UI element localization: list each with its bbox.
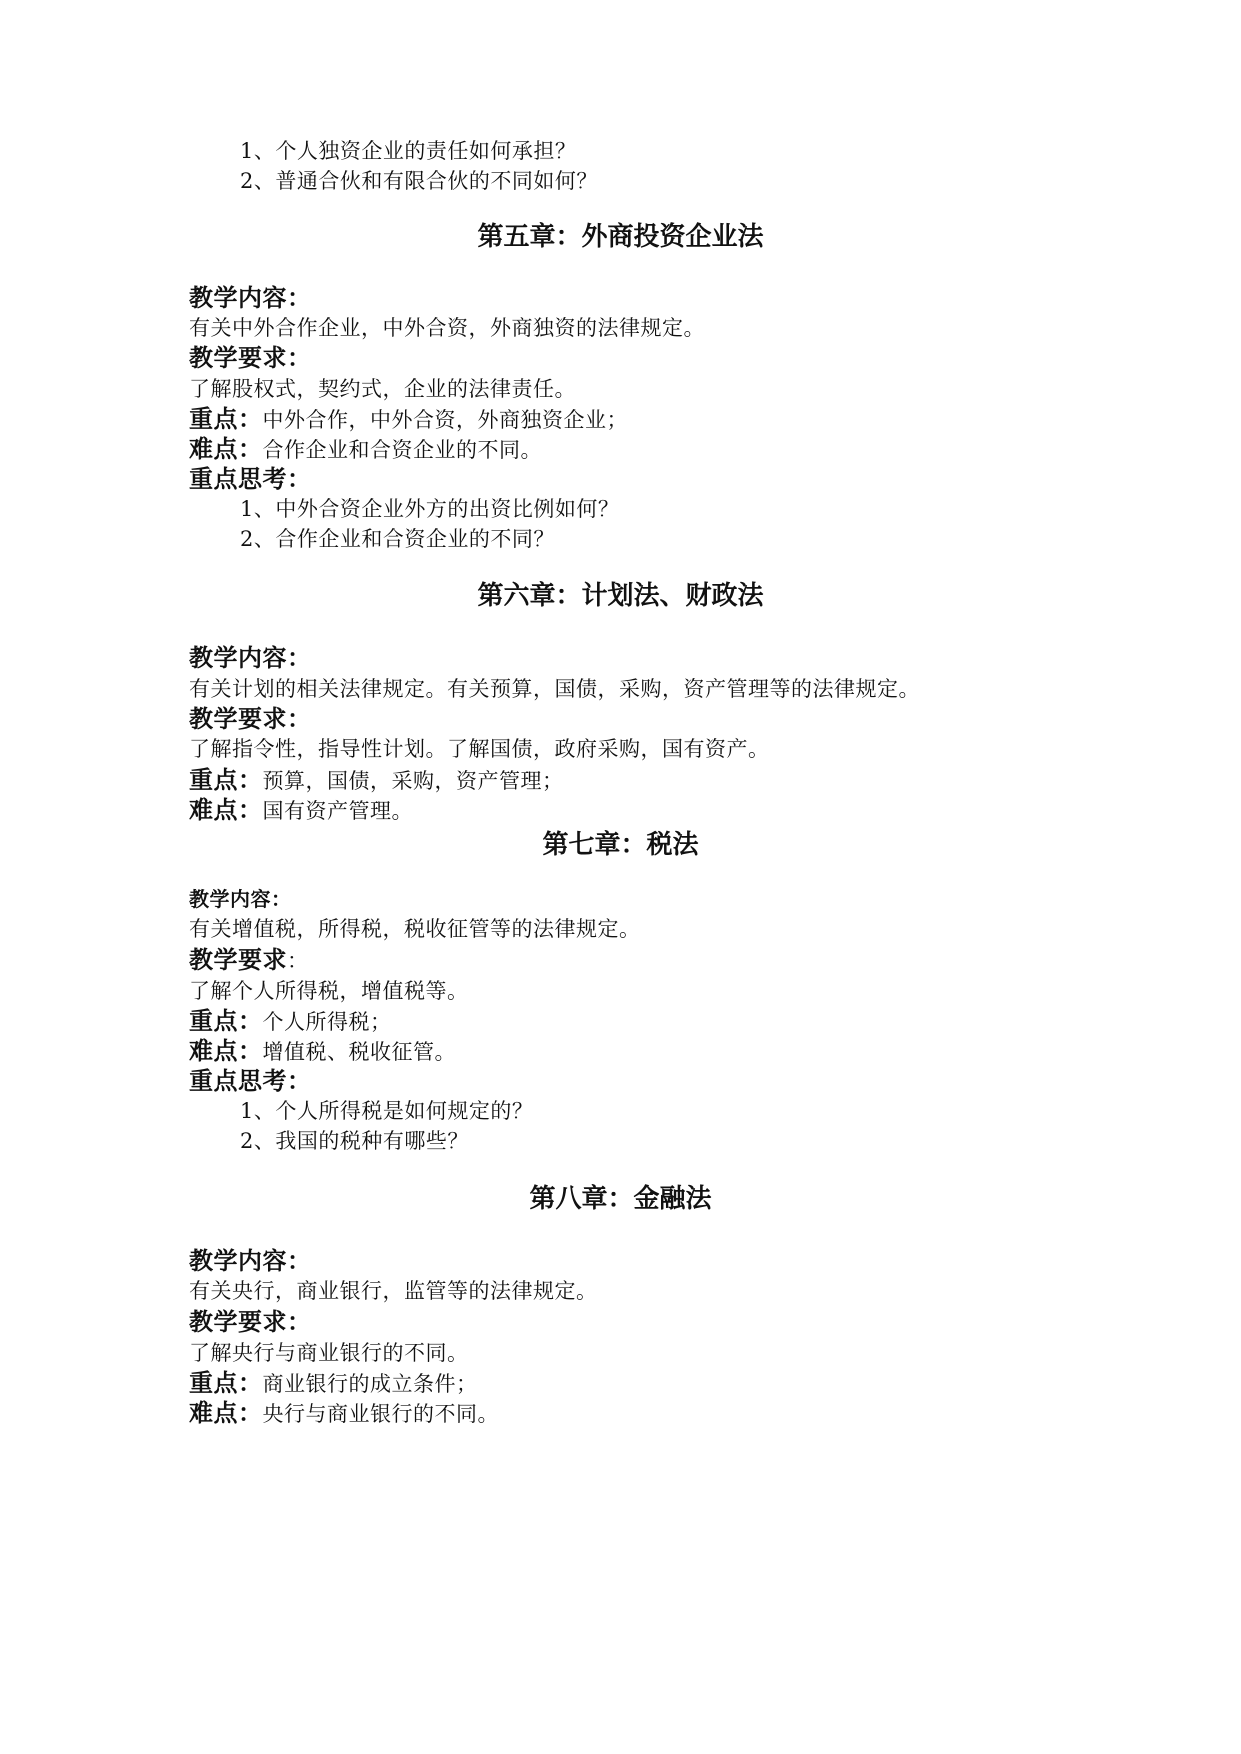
ch8-req-label-line bbox=[189, 1307, 312, 1338]
ch7-req-colon: ： bbox=[287, 949, 309, 973]
ch6-req-label: 教学要求： bbox=[189, 705, 312, 733]
ch5-title: 第五章：外商投资企业法 bbox=[477, 222, 764, 252]
ch7-question-2: 2、我国的税种有哪些？ bbox=[240, 1129, 469, 1153]
ch6-title: 第六章：计划法、财政法 bbox=[477, 581, 764, 611]
ch8-content-label: 教学内容： bbox=[189, 1247, 312, 1275]
ch5-req-label: 教学要求： bbox=[189, 344, 312, 372]
ch5-req: 了解股权式，契约式，企业的法律责任。 bbox=[189, 377, 576, 401]
ch7-key-line bbox=[189, 1006, 392, 1037]
ch5-diff: 合作企业和合资企业的不同。 bbox=[262, 438, 542, 462]
ch7-req-label: 教学要求 bbox=[189, 946, 287, 974]
ch7-content-label-line bbox=[189, 884, 292, 914]
ch8-content: 有关央行，商业银行，监管等的法律规定。 bbox=[189, 1279, 598, 1303]
ch5-key-label: 重点： bbox=[189, 405, 263, 433]
ch8-title: 第八章：金融法 bbox=[529, 1184, 712, 1214]
ch6-key-label: 重点： bbox=[189, 766, 263, 794]
ch7-key: 个人所得税； bbox=[262, 1010, 392, 1034]
ch5-think-label-line bbox=[189, 464, 312, 495]
ch5-diff-label: 难点： bbox=[189, 435, 263, 463]
ch5-content-label-line bbox=[189, 283, 312, 314]
ch6-diff-line bbox=[189, 795, 413, 826]
ch8-content-label-line bbox=[189, 1246, 312, 1277]
ch6-content-label-line bbox=[189, 643, 312, 674]
ch8-diff: 央行与商业银行的不同。 bbox=[262, 1402, 499, 1426]
ch7-think-label: 重点思考： bbox=[189, 1067, 312, 1095]
ch6-content: 有关计划的相关法律规定。有关预算，国债，采购，资产管理等的法律规定。 bbox=[189, 677, 920, 701]
ch5-req-label-line bbox=[189, 343, 312, 374]
ch6-content-label: 教学内容： bbox=[189, 644, 312, 672]
ch6-req: 了解指令性，指导性计划。了解国债，政府采购，国有资产。 bbox=[189, 737, 770, 761]
ch4-question-2: 2、普通合伙和有限合伙的不同如何？ bbox=[240, 169, 598, 193]
ch6-key-line bbox=[189, 765, 564, 796]
ch8-key-label: 重点： bbox=[189, 1369, 263, 1397]
ch8-diff-label: 难点： bbox=[189, 1399, 263, 1427]
ch6-diff-label: 难点： bbox=[189, 796, 263, 824]
ch8-req-label: 教学要求： bbox=[189, 1308, 312, 1336]
ch5-key: 中外合作，中外合资，外商独资企业； bbox=[262, 408, 628, 432]
ch5-key-line bbox=[189, 404, 628, 435]
ch7-content: 有关增值税，所得税，税收征管等的法律规定。 bbox=[189, 917, 641, 941]
ch7-diff-label: 难点： bbox=[189, 1037, 263, 1065]
ch7-think-label-line bbox=[189, 1066, 312, 1097]
ch6-key: 预算，国债，采购，资产管理； bbox=[262, 769, 564, 793]
ch4-question-1: 1、个人独资企业的责任如何承担？ bbox=[240, 139, 577, 163]
ch8-key-line bbox=[189, 1368, 478, 1399]
ch5-content-label: 教学内容： bbox=[189, 284, 312, 312]
ch6-req-label-line bbox=[189, 704, 312, 735]
ch6-diff: 国有资产管理。 bbox=[262, 799, 413, 823]
ch8-key: 商业银行的成立条件； bbox=[262, 1372, 478, 1396]
ch5-question-1: 1、中外合资企业外方的出资比例如何？ bbox=[240, 497, 620, 521]
ch7-question-1: 1、个人所得税是如何规定的？ bbox=[240, 1099, 534, 1123]
ch7-req: 了解个人所得税，增值税等。 bbox=[189, 979, 469, 1003]
ch8-req: 了解央行与商业银行的不同。 bbox=[189, 1341, 469, 1365]
ch5-content: 有关中外合作企业，中外合资，外商独资的法律规定。 bbox=[189, 316, 705, 340]
ch7-key-label: 重点： bbox=[189, 1007, 263, 1035]
ch5-diff-line bbox=[189, 434, 542, 465]
ch7-req-label-line bbox=[189, 945, 309, 976]
ch5-question-2: 2、合作企业和合资企业的不同？ bbox=[240, 527, 555, 551]
ch7-title: 第七章：税法 bbox=[542, 830, 699, 860]
ch7-diff-line bbox=[189, 1036, 456, 1067]
ch7-diff: 增值税、税收征管。 bbox=[262, 1040, 456, 1064]
ch5-think-label: 重点思考： bbox=[189, 465, 312, 493]
ch8-diff-line bbox=[189, 1398, 499, 1429]
ch7-content-label: 教学内容： bbox=[189, 887, 292, 911]
